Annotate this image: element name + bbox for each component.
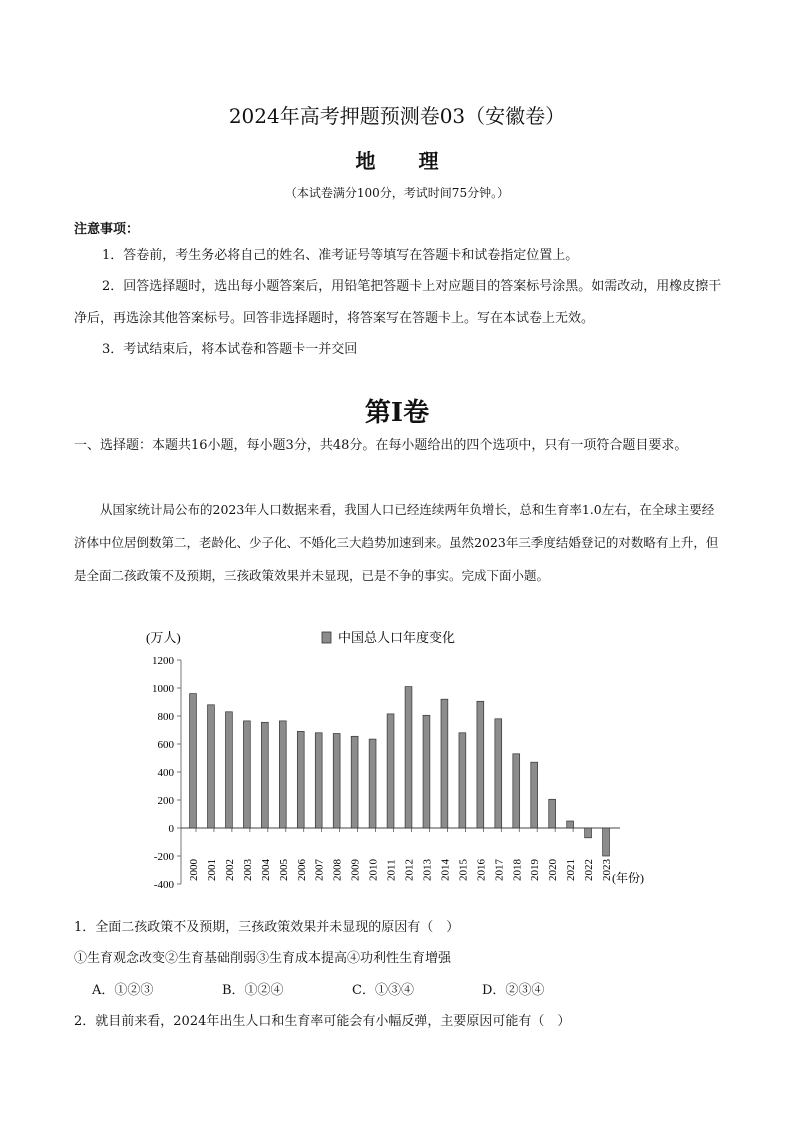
- notice-item-2: 2．回答选择题时，选出每小题答案后，用铅笔把答题卡上对应题目的答案标号涂黑。如需改动，用橡皮擦干净后，再选涂其他答案标号。回答非选择题时，将答案写在答题卡上。写在本试卷上无效。: [74, 279, 722, 326]
- bar-2020: [549, 799, 556, 828]
- bar-2022: [585, 828, 592, 838]
- x-tick-label: 2021: [565, 859, 578, 881]
- notice-heading: 注意事项：: [74, 222, 140, 237]
- y-tick-label: -400: [153, 879, 174, 891]
- population-chart: [0, 620, 794, 895]
- bar-2011: [387, 714, 394, 828]
- bar-2016: [477, 701, 484, 828]
- x-tick-label: 2023: [601, 859, 614, 881]
- notice-item-3: 3．考试结束后，将本试卷和答题卡一并交回: [102, 342, 358, 357]
- y-tick-label: 0: [168, 823, 174, 835]
- subject-title: 地 理: [355, 149, 457, 173]
- chart-legend-label: 中国总人口年度变化: [338, 630, 456, 645]
- bar-2004: [261, 722, 268, 828]
- legend-swatch: [322, 632, 331, 643]
- question-1-statements: ①生育观念改变②生育基础削弱③生育成本提高④功利性生育增强: [74, 951, 452, 966]
- x-tick-label: 2020: [547, 859, 560, 881]
- bar-2015: [459, 733, 466, 828]
- x-tick-label: 2002: [223, 859, 236, 881]
- x-tick-label: 2013: [421, 859, 434, 881]
- bar-2005: [279, 721, 286, 828]
- exam-title: 2024年高考押题预测卷03（安徽卷）: [228, 104, 566, 128]
- x-tick-label: 2010: [367, 859, 380, 881]
- question-1-stem: 1．全面二孩政策不及预期，三孩政策效果并未显现的原因有（ ）: [74, 920, 460, 935]
- bar-2009: [351, 736, 358, 828]
- question-1-options: [92, 979, 612, 998]
- y-tick-label: 400: [157, 767, 174, 779]
- option-c[interactable]: C．①③④: [352, 983, 414, 998]
- chart-x-axis-label: (年份): [612, 871, 644, 885]
- bar-2021: [567, 821, 574, 828]
- x-tick-label: 2022: [583, 859, 596, 881]
- y-tick-label: 600: [157, 739, 174, 751]
- bar-2019: [531, 762, 538, 828]
- option-b[interactable]: B．①②④: [222, 983, 284, 998]
- x-tick-label: 2008: [331, 859, 344, 881]
- bar-2003: [243, 721, 250, 828]
- x-tick-label: 2000: [188, 859, 200, 881]
- x-tick-label: 2001: [205, 859, 218, 881]
- bar-2012: [405, 687, 412, 828]
- bar-2002: [226, 712, 233, 828]
- y-tick-label: -200: [153, 851, 174, 863]
- y-tick-label: 1000: [152, 683, 174, 695]
- x-tick-label: 2019: [529, 859, 542, 881]
- bar-2018: [513, 754, 520, 828]
- bar-2010: [369, 739, 376, 828]
- option-a[interactable]: A．①②③: [92, 983, 154, 998]
- x-tick-label: 2007: [313, 859, 326, 881]
- question-2-stem: 2．就目前来看，2024年出生人口和生育率可能会有小幅反弹，主要原因可能有（ ）: [74, 1014, 571, 1029]
- x-tick-label: 2004: [259, 859, 272, 881]
- bar-2008: [333, 734, 340, 829]
- notice-item-1: 1．答卷前，考生务必将自己的姓名、准考证号等填写在答题卡和试卷指定位置上。: [102, 248, 579, 263]
- x-tick-label: 2016: [475, 859, 488, 881]
- passage-text: 从国家统计局公布的2023年人口数据来看，我国人口已经连续两年负增长，总和生育率1.0左右，在全球主要经济体中位居倒数第二，老龄化、少子化、不婚化三大趋势加速到来。虽然2023年三季度结婚登记的对数略有上升，但是全面二孩政策不及预期，三孩政策效果并未显现，已是不争的事实。完成下面小题。: [74, 502, 719, 583]
- section-instruction: 一、选择题：本题共16小题，每小题3分，共48分。在每小题给出的四个选项中，只有一项符合题目要求。: [74, 438, 688, 453]
- x-tick-label: 2017: [493, 859, 506, 881]
- bar-2013: [423, 715, 430, 828]
- bar-2017: [495, 719, 502, 828]
- exam-note: （本试卷满分100分，考试时间75分钟。）: [284, 186, 510, 200]
- x-tick-label: 2005: [277, 859, 290, 881]
- x-tick-label: 2014: [439, 859, 452, 881]
- bar-2023: [603, 828, 610, 856]
- bar-2006: [297, 731, 304, 828]
- x-tick-label: 2015: [457, 859, 470, 881]
- bar-2001: [208, 705, 215, 828]
- bar-2007: [315, 733, 322, 828]
- section-title: 第Ⅰ卷: [364, 398, 430, 428]
- x-tick-label: 2003: [241, 859, 254, 881]
- option-d[interactable]: D．②③④: [482, 983, 545, 998]
- x-tick-label: 2011: [385, 859, 398, 881]
- chart-y-axis-label: (万人): [146, 630, 181, 645]
- x-tick-label: 2009: [349, 859, 362, 881]
- y-tick-label: 1200: [152, 655, 174, 667]
- x-tick-label: 2018: [511, 859, 524, 881]
- bar-2000: [190, 694, 197, 828]
- y-tick-label: 200: [157, 795, 174, 807]
- bar-2014: [441, 699, 448, 828]
- y-tick-label: 800: [157, 711, 174, 723]
- x-tick-label: 2006: [295, 859, 308, 881]
- x-tick-label: 2012: [403, 859, 416, 881]
